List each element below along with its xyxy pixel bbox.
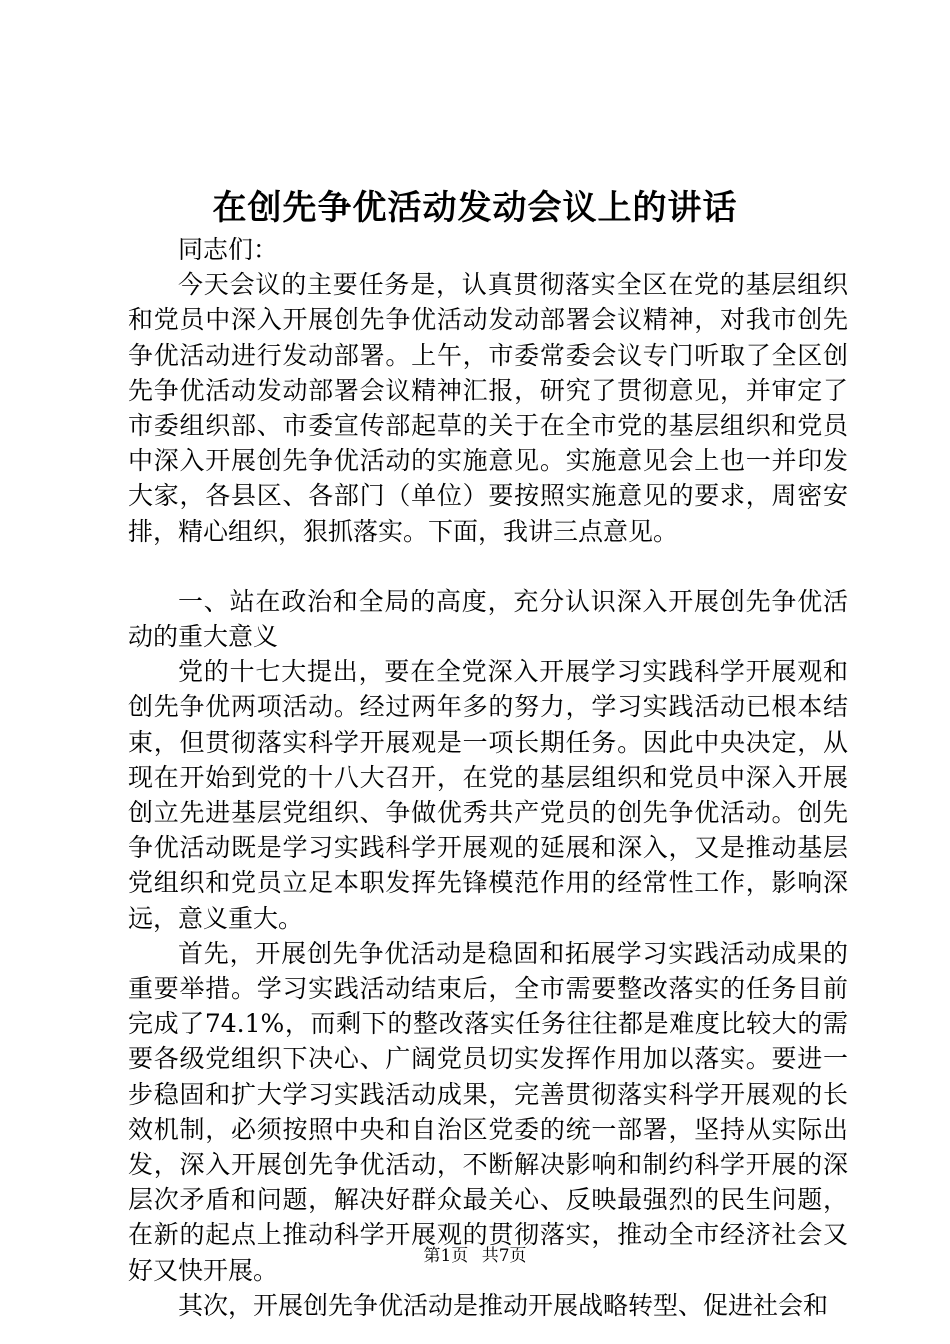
section-heading-1: 一、站在政治和全局的高度，充分认识深入开展创先争优活动的重大意义	[128, 586, 848, 652]
page-total: 共7页	[481, 1246, 527, 1266]
page-number: 第1页	[423, 1246, 469, 1266]
paragraph-significance: 党的十七大提出，要在全党深入开展学习实践科学开展观和创先争优两项活动。经过两年多的努力，学习实践活动已根本结束，但贯彻落实科学开展观是一项长期任务。因此中央决定，从现在开始到党的十八大召开，在党的基层组织和党员中深入开展创立先进基层党组织、争做优秀共产党员的创先争优活动。创先争优活动既是学习实践科学开展观的延展和深入，又是推动基层党组织和党员立足本职发挥先锋模范作用的经常性工作，影响深远，意义重大。	[128, 657, 848, 933]
paragraph-second-point: 其次，开展创先争优活动是推动开展战略转型、促进社会和	[178, 1290, 829, 1320]
document-body	[128, 232, 848, 1323]
page-footer	[0, 1244, 950, 1268]
salutation: 同志们：	[178, 235, 279, 264]
paragraph-first-point: 首先，开展创先争优活动是稳固和拓展学习实践活动成果的重要举措。学习实践活动结束后，全市需要整改落实的任务目前完成了74.1%，而剩下的整改落实任务往往都是难度比较大的需要各级党组织下决心、广阔党员切实发挥作用加以落实。要进一步稳固和扩大学习实践活动成果，完善贯彻落实科学开展观的长效机制，必须按照中央和自治区党委的统一部署，坚持从实际出发，深入开展创先争优活动，不断解决影响和制约科学开展的深层次矛盾和问题，解决好群众最关心、反映最强烈的民生问题，在新的起点上推动科学开展观的贯彻落实，推动全市经济社会又好又快开展。	[128, 938, 848, 1285]
document-title: 在创先争优活动发动会议上的讲话	[212, 188, 738, 228]
paragraph-intro: 今天会议的主要任务是，认真贯彻落实全区在党的基层组织和党员中深入开展创先争优活动发动部署会议精神，对我市创先争优活动进行发动部署。上午，市委常委会议专门听取了全区创先争优活动发动部署会议精神汇报，研究了贯彻意见，并审定了市委组织部、市委宣传部起草的关于在全市党的基层组织和党员中深入开展创先争优活动的实施意见。实施意见会上也一并印发大家，各县区、各部门（单位）要按照实施意见的要求，周密安排，精心组织，狠抓落实。下面，我讲三点意见。	[128, 270, 848, 546]
